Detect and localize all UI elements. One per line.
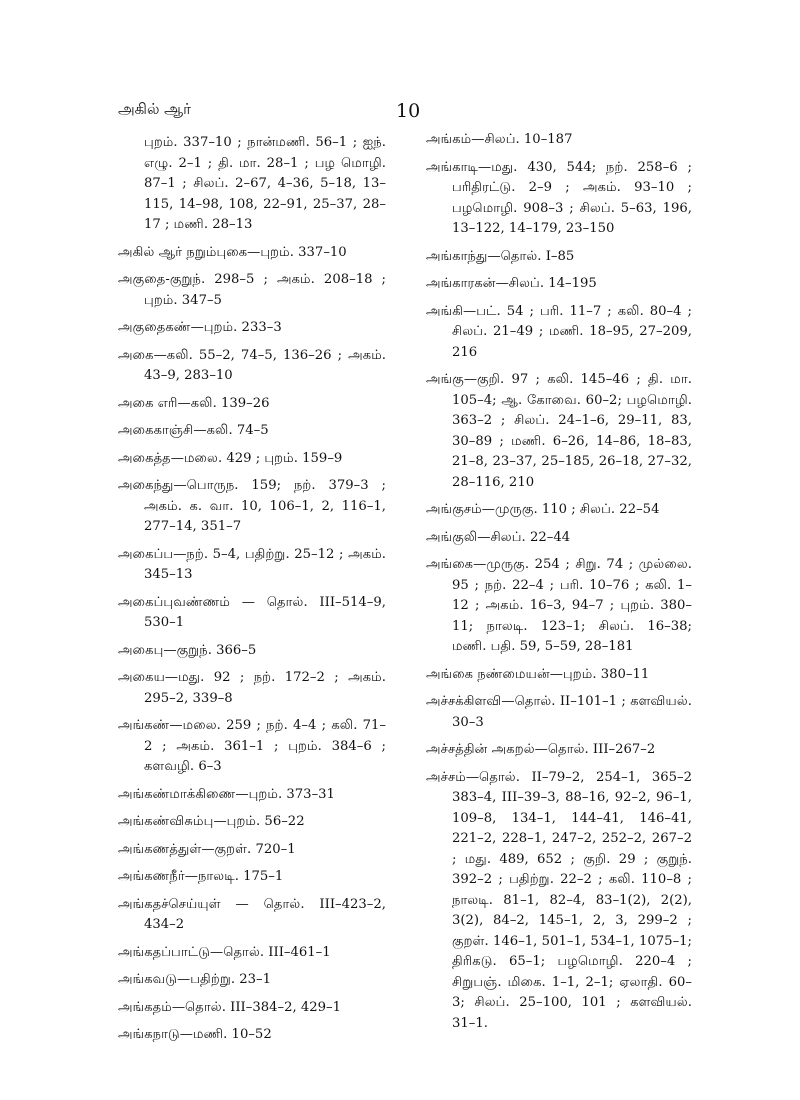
index-entry: அங்கதச்செய்யுள் — தொல். III–423–2, 434–2 (118, 896, 386, 932)
index-entry: அங்கி—பட். 54 ; பரி. 11–7 ; கலி. 80–4 ; சிலப். 21–49 ; மணி. 18–95, 27–209, 216 (426, 303, 692, 360)
index-entry: அங்கண்மாக்கிணை—புறம். 373–31 (118, 786, 335, 802)
index-entry: அகில் ஆர் நறும்புகை—புறம். 337–10 (118, 244, 347, 260)
index-entry: அங்காடி—மது. 430, 544; நற். 258–6 ; பரிதிரட்டு. 2–9 ; அகம். 93–10 ; பழமொழி. 908–3 ; சிலப். 5–63, 196, 13–122, 14–179, 23–150 (426, 159, 692, 236)
index-entry: அகைபு—குறுந். 366–5 (118, 642, 257, 658)
index-entry: அங்காரகன்—சிலப். 14–195 (426, 276, 597, 291)
index-entry: அங்கை—முருகு. 254 ; சிறு. 74 ; முல்லை. 95 ; நற். 22–4 ; பரி. 10–76 ; கலி. 1–12 ; அகம். 16–3, 94–7 ; புறம். 380–11; நாலடி. 123–1; சிலப். 16–38; மணி. பதி. 59, 5–59, 28–181 (426, 557, 692, 654)
page-number: 10 (396, 100, 421, 122)
index-entry: அங்கணநீர்—நாலடி. 175–1 (118, 869, 284, 884)
index-entry: அங்கதப்பாட்டு—தொல். III–461–1 (118, 944, 331, 960)
index-entry: அச்சம்—தொல். II–79–2, 254–1, 365–2 383–4, III–39–3, 88–16, 92–2, 96–1, 109–8, 134–1, 144–41, 146–41, 221–2, 228–1, 247–2, 252–2, 267–2 ; மது. 489, 652 ; குறி. 29 ; குறுந். 392–2 ; பதிற்று. 22–2 ; கலி. 110–8 ; நாலடி. 81–1, 82–4, 83–1(2), 2(2), 3(2), 84–2, 145–1, 2, 3, 299–2 ; குறள். 146–1, 501–1, 534–1, 1075–1; திரிகடு. 65–1; பழமொழி. 220–4 ; சிறுபஞ். மிகை. 1–1, 2–1; ஏலாதி. 60–3; சிலப். 25–100, 101 ; களவியல். 31–1. (426, 769, 692, 1031)
index-entry: அகுதைகண்—புறம். 233–3 (118, 320, 282, 335)
index-entry: அகைய—மது. 92 ; நற். 172–2 ; அகம். 295–2, 339–8 (118, 670, 386, 706)
index-entry: அகைப்ப—நற். 5–4, பதிற்று. 25–12 ; அகம். 345–13 (118, 546, 386, 582)
index-entry: அச்சத்தின் அகறல்—தொல். III–267–2 (426, 742, 656, 757)
index-entry: அங்கநாடு—மணி. 10–52 (118, 1027, 272, 1042)
index-entry: அகைத்த—மலை. 429 ; புறம். 159–9 (118, 450, 343, 466)
index-entry: அங்கணத்துள்—குறள். 720–1 (118, 841, 296, 857)
running-head: அகில் ஆர் (118, 100, 191, 118)
index-entry: அகை—கலி. 55–2, 74–5, 136–26 ; அகம். 43–9, 283–10 (118, 347, 386, 383)
index-entry: அச்சக்கிளவி—தொல். II–101–1 ; களவியல். 30–3 (426, 694, 692, 730)
index-entry: அங்கண்—மலை. 259 ; நற். 4–4 ; கலி. 71–2 ; அகம். 361–1 ; புறம். 384–6 ; களவழி. 6–3 (118, 718, 386, 774)
left-column (118, 133, 386, 1053)
index-entry: அங்கு—குறி. 97 ; கலி. 145–46 ; தி. மா. 105–4; ஆ. கோவை. 60–2; பழமொழி. 363–2 ; சிலப். 24–1–6, 29–11, 83, 30–89 ; மணி. 6–26, 14–86, 18–83, 21–8, 23–37, 25–185, 26–18, 27–32, 28–116, 210 (426, 372, 692, 490)
index-entry: அகைந்து—பொருந. 159; நற். 379–3 ; அகம். க. வா. 10, 106–1, 2, 116–1, 277–14, 351–7 (118, 478, 386, 534)
index-entry: அங்குலி—சிலப். 22–44 (426, 529, 571, 545)
index-entry: அங்கவடு—பதிற்று. 23–1 (118, 972, 271, 987)
right-column (426, 130, 692, 1041)
index-entry: புறம். 337–10 ; நான்மணி. 56–1 ; ஐந். எழு. 2–1 ; தி. மா. 28–1 ; பழ மொழி. 87–1 ; சிலப். 2–67, 4–36, 5–18, 13–115, 14–98, 108, 22–91, 25–37, 28–17 ; மணி. 28–13 (144, 135, 386, 232)
index-entry: அகைகாஞ்சி—கலி. 74–5 (118, 423, 269, 438)
index-entry: அங்காந்து—தொல். I–85 (426, 248, 575, 264)
index-entry: அகை எரி—கலி. 139–26 (118, 395, 270, 411)
index-entry: அங்கை நண்மையன்—புறம். 380–11 (426, 666, 650, 682)
index-entry: அகுதை-குறுந். 298–5 ; அகம். 208–18 ; புறம். 347–5 (118, 272, 386, 308)
index-entry: அங்கண்விசும்பு—புறம். 56–22 (118, 814, 305, 829)
index-entry: அங்கதம்—தொல். III–384–2, 429–1 (118, 999, 342, 1015)
index-entry: அங்குசம்—முருகு. 110 ; சிலப். 22–54 (426, 502, 660, 517)
index-entry: அகைப்புவண்ணம் — தொல். III–514–9, 530–1 (118, 594, 386, 630)
index-entry: அங்கம்—சிலப். 10–187 (426, 132, 573, 147)
